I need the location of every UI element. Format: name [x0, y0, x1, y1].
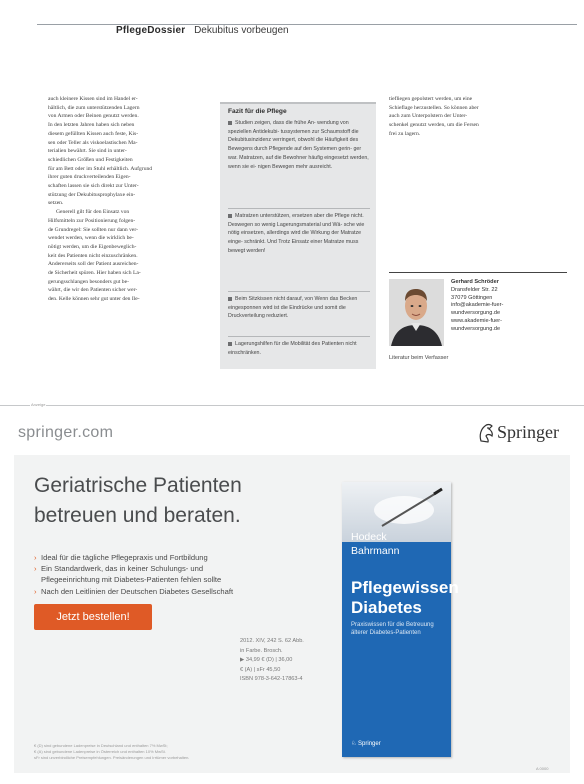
price-line: € (A) | sFr 45,50 — [240, 666, 281, 673]
article-line: hältlich, die zum unterstützenden Lagern — [48, 104, 140, 111]
ad-bullet: › Ein Standardwerk, das in keiner Schulungs- und — [34, 563, 334, 574]
fact-box-title: Fazit für die Pflege — [228, 108, 287, 115]
article-line: frei zu lagern. — [389, 130, 421, 137]
article-line: de Sicherheit spüren. Hier haben sich La- — [48, 270, 141, 277]
article-line: auch kleinere Kissen sind im Handel er- — [48, 96, 138, 102]
author-address-line: Dransfelder Str. 22 — [451, 286, 498, 293]
bullet-square-icon — [228, 342, 232, 346]
article-line: gerungsschlangen besonders gut be- — [48, 278, 129, 285]
article-line: ihrer guten druckverteilenden Eigen- — [48, 174, 131, 181]
article-line: schenkel genutzt werden, um die Fersen — [389, 122, 479, 129]
literature-note: Literatur beim Verfasser — [389, 355, 449, 361]
fact-item-text: Beim Sitzkissen nicht darauf, von Wenn das Becken eingesponnen wird ist die Eindrücke und somit die Druckverteilung reduziert. — [228, 296, 358, 320]
book-authors — [351, 530, 399, 558]
portrait-icon — [389, 279, 444, 346]
author-photo — [389, 279, 444, 346]
ad-headline-line: betreuen und beraten. — [34, 504, 241, 527]
article-line: setzen. — [48, 200, 64, 207]
page-header — [116, 25, 289, 36]
price-line: ▶ 34,99 € (D) | 36,00 — [240, 657, 293, 663]
article-line: sen oder Teller als viskoelastischen Ma- — [48, 139, 138, 146]
book-publisher — [351, 740, 381, 747]
article-line: terialien bewährt. Sie sind in unter- — [48, 148, 127, 155]
section-title: Dekubitus vorbeugen — [194, 25, 289, 36]
article-line: Generell gilt für den Einsatz von — [56, 209, 130, 216]
book-title — [351, 578, 459, 617]
article-line: tiefliegen gepolstert werden, um eine — [389, 96, 473, 102]
springer-small-icon: ♘ — [351, 741, 359, 747]
ad-headline — [34, 471, 242, 531]
fact-item-text: Matratzen unterstützen, ersetzen aber die Pflege nicht. Deswegen so wenig Lagerungsmaterial und Wä- sche wie nötig einsetzen, allerdings wird die Wirkung der Matratze einge- schränkt. Und Trotz Einsatz einer Matratze muss bewegt werden! — [228, 213, 365, 254]
book-author: Hodeck — [351, 531, 387, 543]
bullet-square-icon — [228, 214, 232, 218]
author-email[interactable]: info@akademie-fuer- — [451, 302, 504, 309]
author-name: Gerhard Schröder — [451, 279, 499, 285]
fine-print-line: € (D) sind gebundene Ladenpreise in Deutschland und enthalten 7% MwSt; — [34, 743, 168, 748]
bullet-square-icon — [228, 297, 232, 301]
article-line: schiedlichen Größen und Festigkeiten — [48, 156, 133, 163]
author-website[interactable]: wundversorgung.de — [451, 325, 501, 332]
price-line: in Farbe. Brosch. — [240, 647, 283, 654]
price-line: 2012. XIV, 242 S. 62 Abb. — [240, 638, 304, 644]
ad-bullet-continuation: Pflegeeinrichtung mit Diabetes-Patienten fehlen sollte — [41, 575, 222, 585]
author-rule — [389, 272, 567, 273]
price-info — [240, 637, 336, 685]
section-divider — [0, 405, 584, 406]
article-line: nötigt werden, um die Eigenbeweglich- — [48, 243, 137, 250]
ad-code: A 0000 — [536, 766, 549, 771]
book-subtitle: Praxiswissen für die Betreuung älterer Diabetes-Patienten — [351, 622, 434, 636]
article-line: diesem gefüllten Kissen auch feste, Kis- — [48, 130, 139, 137]
article-line: währt, die wir den Patienten sicher wer- — [48, 287, 138, 294]
book-title-line: Pflegewissen — [351, 578, 459, 597]
article-line: Schieflage herzustellen. So können aber — [389, 104, 479, 111]
magazine-name: PflegeDossier — [116, 25, 186, 36]
fact-item — [228, 119, 370, 171]
fact-item — [228, 295, 370, 321]
article-line: schaften lassen sie sich direkt zur Unter- — [48, 183, 139, 190]
fact-divider — [228, 336, 370, 337]
article-column-3 — [389, 95, 567, 139]
article-line: Hilfsmitteln zur Positionierung folgen- — [48, 217, 136, 224]
article-line: wendet werden, wenn die wirklich be- — [48, 235, 134, 242]
fact-item — [228, 212, 370, 256]
fact-divider — [228, 208, 370, 209]
isbn: ISBN 978-3-642-17863-4 — [240, 676, 303, 682]
ad-bullet: › Ideal für die tägliche Pflegepraxis und Fortbildung — [34, 552, 334, 563]
article-line: für am Bett oder im Stuhl erhältlich. Aufgrund — [48, 165, 153, 172]
article-column-1 — [48, 95, 206, 304]
ad-domain-link[interactable]: springer.com — [18, 424, 114, 441]
book-publisher-name: Springer — [358, 741, 381, 747]
author-email[interactable]: wundversorgung.de — [451, 310, 501, 317]
book-author: Bahrmann — [351, 545, 400, 557]
ad-headline-line: Geriatrische Patienten — [34, 474, 242, 497]
article-line: keit des Patienten nicht einzuschränken. — [48, 252, 138, 259]
fine-print-line: € (A) sind gebundene Ladenpreise in Österreich und enthalten 10% MwSt. — [34, 749, 166, 754]
fact-item — [228, 340, 370, 357]
fact-box — [220, 102, 376, 369]
bullet-square-icon — [228, 121, 232, 125]
ad-bullet-list — [34, 552, 334, 597]
ad-bullet: › Nach den Leitlinien der Deutschen Diabetes Gesellschaft — [34, 586, 334, 597]
ad-label: Anzeige — [31, 402, 46, 407]
article-line: stützung der Dekubitusprophylaxe ein- — [48, 191, 136, 198]
book-cover[interactable] — [342, 482, 459, 757]
author-contact — [451, 279, 569, 334]
fact-item-text: Studien zeigen, dass die frühe An- wendung von speziellen Antidekubi- tussystemen zur Schaumstoff die Dekubitusinzidenz verringert, obwohl die Häufigkeit des Bewegens durch Pflegende auf den Systemen gerin- ger war. Matratzen, auf die Bewohner häufig eingesetzt werden, wenn sie ei- nigen Bewegen mehr ausreicht. — [228, 120, 369, 170]
article-line: von Armen oder Beinen genutzt werden. — [48, 113, 139, 120]
article-line: In den letzten Jahren haben sich neben — [48, 122, 135, 129]
article-line: Andererseits soll der Patient ausreichen- — [48, 261, 139, 268]
article-line: auch zum Unterpolstern der Unter- — [389, 113, 468, 120]
author-address-line: 37079 Göttingen — [451, 294, 493, 301]
book-title-line: Diabetes — [351, 597, 422, 617]
fine-print — [34, 743, 354, 761]
fact-item-text: Lagerungshilfen für die Mobilität des Patienten nicht einschränken. — [228, 341, 357, 356]
author-website[interactable]: www.akademie-fuer- — [451, 317, 502, 324]
fine-print-line: sFr sind unverbindliche Preisempfehlungen. Preisänderungen und Irrtümer vorbehalten. — [34, 755, 190, 760]
order-now-button[interactable]: Jetzt bestellen! — [34, 604, 152, 630]
article-line: den. Kelle können sehr gut unter den Ile- — [48, 296, 140, 303]
springer-wordmark: Springer — [497, 422, 559, 442]
fact-divider — [228, 291, 370, 292]
article-line: de Grundregel: Sie sollten nur dann ver- — [48, 226, 138, 233]
